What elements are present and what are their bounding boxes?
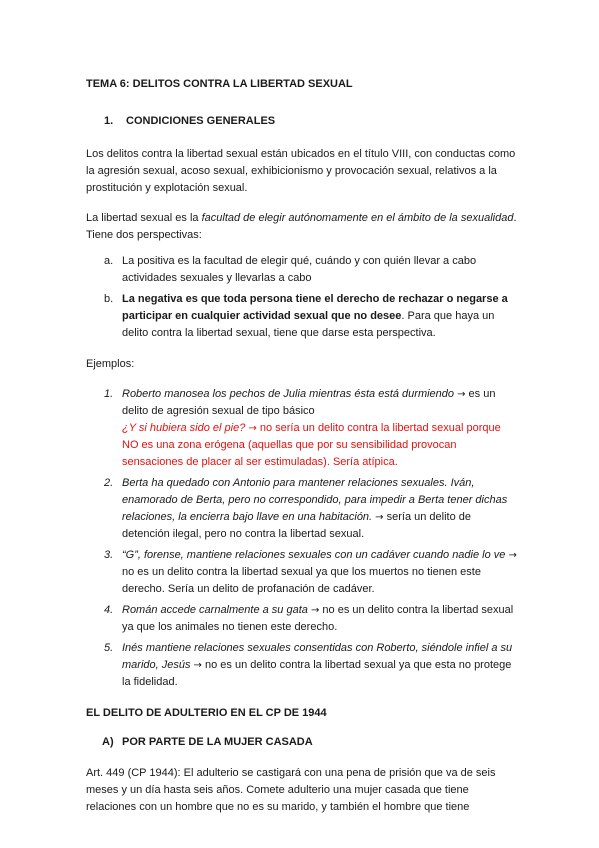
example-case: “G”, forense, mantiene relaciones sexuales con un cadáver cuando nadie lo ve <box>122 549 506 561</box>
perspectives-list <box>86 253 519 342</box>
example-answer: no es un delito contra la libertad sexual ya que los animales no tienen este derecho. <box>122 604 514 633</box>
example-number: 4. <box>104 604 114 616</box>
example-number: 1. <box>104 388 114 400</box>
example-number: 3. <box>104 549 114 561</box>
subsection-marker: A) <box>102 736 114 748</box>
examples-list <box>86 386 519 691</box>
list-item <box>86 253 519 287</box>
item-bold-text: La negativa es que toda persona tiene el derecho de rechazar o negarse a participar en cualquier actividad sexual que no desee <box>122 293 508 322</box>
item-marker: b. <box>104 293 114 305</box>
example-case: Román accede carnalmente a su gata <box>122 604 308 616</box>
libertad-post: . Tiene dos perspectivas: <box>86 212 517 241</box>
section-number: 1. <box>104 115 114 127</box>
libertad-pre: La libertad sexual es la <box>86 212 202 224</box>
example-question: ¿Y si hubiera sido el pie? <box>122 422 246 434</box>
example-answer: no es un delito contra la libertad sexual ya que los muertos no tienen este derecho. Sería un delito de profanación de cadáver. <box>122 566 481 595</box>
example-answer: no es un delito contra la libertad sexual ya que esta no protege la fidelidad. <box>122 659 512 688</box>
example-number: 2. <box>104 477 114 489</box>
section-label: CONDICIONES GENERALES <box>126 115 276 127</box>
section-heading-condiciones <box>104 113 519 130</box>
list-item <box>86 291 519 342</box>
example-item <box>86 640 519 691</box>
example-number: 5. <box>104 642 114 654</box>
item-marker: a. <box>104 255 114 267</box>
arrow-icon: → <box>310 605 320 616</box>
subsection-label: POR PARTE DE LA MUJER CASADA <box>122 736 313 748</box>
arrow-icon: → <box>457 389 466 400</box>
example-answer: es un delito de agresión sexual de tipo básico <box>122 388 496 417</box>
example-item <box>86 602 519 636</box>
subsection-heading-mujer-casada <box>102 734 519 751</box>
arrow-icon: → <box>375 512 384 523</box>
libertad-paragraph <box>86 210 519 244</box>
example-item <box>86 547 519 598</box>
arrow-icon: → <box>508 550 517 561</box>
document-title: TEMA 6: DELITOS CONTRA LA LIBERTAD SEXUAL <box>86 78 353 90</box>
article-paragraph: Art. 449 (CP 1944): El adulterio se castigará con una pena de prisión que va de seis meses y un día hasta seis años. Comete adulterio una mujer casada que tiene relaciones con un hombre que no es su marido, y también el hombre que tiene <box>86 767 496 813</box>
example-case: Inés mantiene relaciones sexuales consentidas con Roberto, siéndole infiel a su marido, Jesús <box>122 642 513 671</box>
item-text: La positiva es la facultad de elegir qué, cuándo y con quién llevar a cabo actividades sexuales y llevarlas a cabo <box>122 255 477 284</box>
example-case: Berta ha quedado con Antonio para mantener relaciones sexuales. Iván, enamorado de Berta, pero no correspondido, para impedir a Berta tener dichas relaciones, la encierra bajo llave en una habitación. <box>122 477 508 523</box>
arrow-icon: → <box>248 423 257 434</box>
example-item <box>86 386 519 471</box>
example-case: Roberto manosea los pechos de Julia mientras ésta está durmiendo <box>122 388 455 400</box>
section-heading-adulterio: EL DELITO DE ADULTERIO EN EL CP DE 1944 <box>86 707 327 719</box>
item-text <box>122 291 519 342</box>
libertad-definition: facultad de elegir autónomamente en el ámbito de la sexualidad <box>201 212 514 224</box>
example-question-answer: no sería un delito contra la libertad sexual porque NO es una zona erógena (aquellas que por su sensibilidad provocan sensaciones de placer al ser estimuladas). Sería atípica. <box>122 422 501 468</box>
arrow-icon: → <box>193 660 202 671</box>
intro-paragraph: Los delitos contra la libertad sexual están ubicados en el título VIII, con conductas como la agresión sexual, acoso sexual, exhibicionismo y provocación sexual, relativos a la prostitución y explotación sexual. <box>86 148 516 194</box>
example-item <box>86 475 519 543</box>
item-rest-text: . Para que haya un delito contra la libertad sexual, tiene que darse esta perspectiva. <box>122 310 495 339</box>
example-answer: sería un delito de detención ilegal, pero no contra la libertad sexual. <box>122 511 472 540</box>
examples-heading: Ejemplos: <box>86 358 135 370</box>
